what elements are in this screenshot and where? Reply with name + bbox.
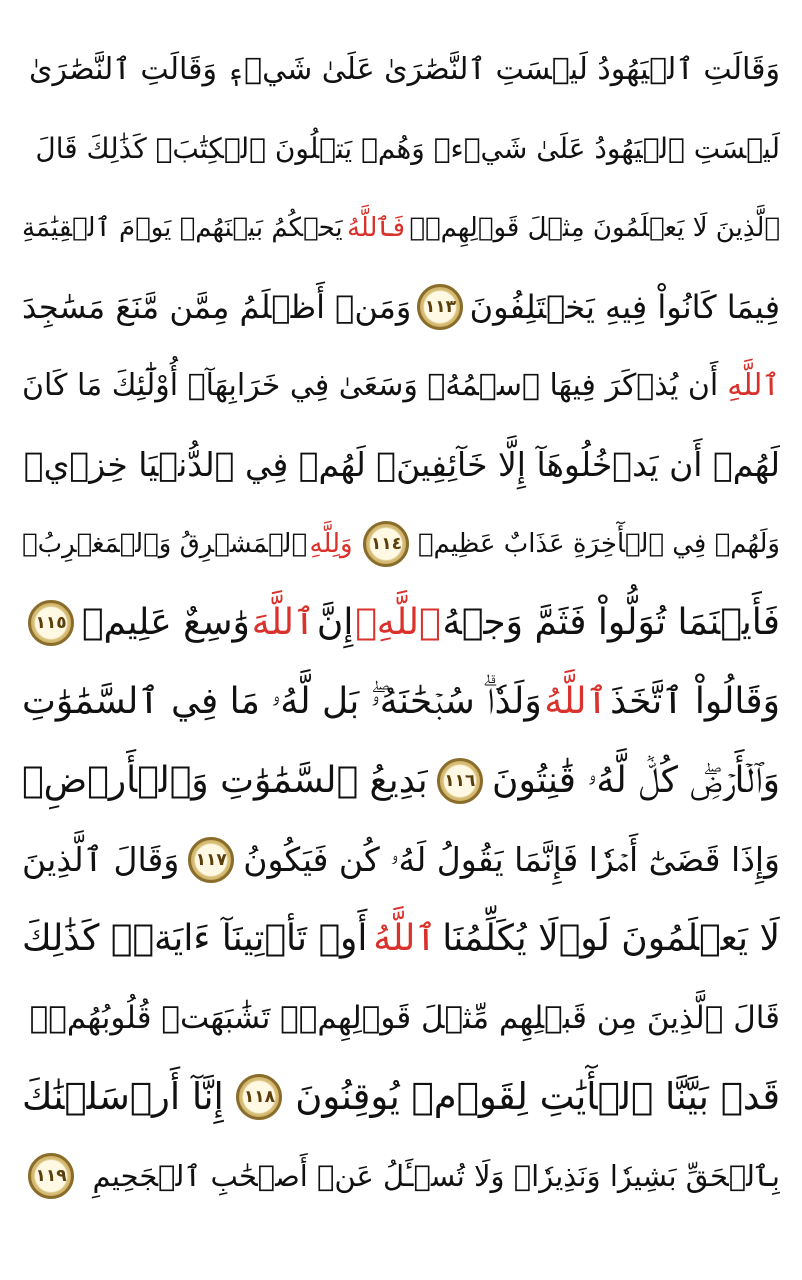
divine-name-text: ٱللَّهُ (544, 681, 608, 722)
text-line (22, 899, 780, 978)
ayah-number-marker (363, 521, 409, 567)
verse-text: يَحۡكُمُ بَيۡنَهُمۡ يَوۡمَ ٱلۡقِيَٰمَةِ (22, 212, 343, 243)
verse-text: ٱلَّذِينَ لَا يَعۡلَمُونَ مِثۡلَ قَوۡلِهِمۡۚ (409, 212, 780, 243)
ayah-number: ١١٥ (35, 612, 67, 633)
verse-text: لَا يَعۡلَمُونَ لَوۡلَا يُكَلِّمُنَا (442, 918, 780, 959)
verse-text: وَمَنۡ أَظۡلَمُ مِمَّن مَّنَعَ مَسَٰجِدَ (22, 287, 412, 326)
verse-text: فَأَيۡنَمَا تُوَلُّواْ فَثَمَّ وَجۡهُ (442, 602, 780, 643)
text-line (22, 662, 780, 741)
verse-text: لَيۡسَتِ ٱلۡيَهُودُ عَلَىٰ شَيۡءٖ وَهُمۡ يَتۡلُونَ ٱلۡكِتَٰبَۗ كَذَٰلِكَ قَالَ (35, 132, 780, 165)
divine-name-text: ٱللَّهِ (727, 368, 780, 403)
text-line (22, 504, 780, 583)
divine-name-text: وَلِلَّهِ (309, 528, 353, 559)
ayah-number: ١١٨ (243, 1086, 276, 1107)
ayah-number: ١١٩ (35, 1165, 67, 1186)
text-line (22, 741, 780, 820)
text-line (22, 188, 780, 267)
ayah-number-marker (28, 1153, 74, 1199)
text-line (22, 583, 780, 662)
text-line (22, 425, 780, 504)
divine-name-text: ٱللَّهَ (251, 602, 316, 643)
ayah-number: ١١٧ (195, 849, 227, 870)
verse-text: بَدِيعُ ٱلسَّمَٰوَٰتِ وَٱلۡأَرۡضِۖ (22, 760, 428, 801)
ayah-number-marker (437, 758, 483, 804)
ayah-number-marker (188, 837, 234, 883)
verse-text: ٱلۡمَشۡرِقُ وَٱلۡمَغۡرِبُۚ (22, 528, 308, 559)
verse-text: وَإِذَا قَضَىٰٓ أَمۡرٗا فَإِنَّمَا يَقُولُ لَهُۥ كُن فَيَكُونُ (243, 839, 780, 879)
text-line (22, 267, 780, 346)
verse-text: قَالَ ٱلَّذِينَ مِن قَبۡلِهِم مِّثۡلَ قَوۡلِهِمۡۘ تَشَٰبَهَتۡ قُلُوبُهُمۡۗ (29, 999, 780, 1036)
verse-text: وَٱلۡأَرۡضِۖ كُلّٞ لَّهُۥ قَٰنِتُونَ (492, 759, 780, 801)
verse-text: وَلَدٗاۗ سُبۡحَٰنَهُۥۖ بَل لَّهُۥ مَا فِي ٱلسَّمَٰوَٰتِ (22, 680, 542, 722)
verse-text: قَدۡ بَيَّنَّا ٱلۡأٓيَٰتِ لِقَوۡمٖ يُوقِنُونَ (295, 1075, 780, 1118)
divine-name-text: ٱللَّهُ (373, 918, 437, 959)
text-line (22, 1136, 780, 1215)
ayah-number-marker (28, 600, 74, 646)
text-line (22, 978, 780, 1057)
ayah-number-marker (236, 1074, 282, 1120)
verse-text: وَلَهُمۡ فِي ٱلۡأٓخِرَةِ عَذَابٌ عَظِيمٞ (417, 528, 780, 559)
divine-name-text: ٱللَّهِۚ (355, 602, 441, 643)
divine-name-text: فَٱللَّهُ (346, 212, 406, 243)
verse-text: لَهُمۡ أَن يَدۡخُلُوهَآ إِلَّا خَآئِفِينَۚ لَهُمۡ فِي ٱلدُّنۡيَا خِزۡيٞ (23, 445, 780, 484)
text-line (22, 346, 780, 425)
verse-text: فِيمَا كَانُواْ فِيهِ يَخۡتَلِفُونَ (469, 287, 780, 326)
verse-text: أَوۡ تَأۡتِينَآ ءَايَةٞۗ كَذَٰلِكَ (22, 918, 368, 959)
ayah-number: ١١٦ (444, 770, 476, 791)
ayah-number: ١١٤ (370, 533, 403, 554)
verse-text: وَٰسِعٌ عَلِيمٞ (81, 602, 250, 643)
verse-text: إِنَّ (316, 602, 354, 643)
text-line (22, 820, 780, 899)
verse-text: وَقَالَ ٱلَّذِينَ (22, 840, 180, 879)
verse-text: وَقَالَتِ ٱلۡيَهُودُ لَيۡسَتِ ٱلنَّصَٰرَىٰ عَلَىٰ شَيۡءٖ وَقَالَتِ ٱلنَّصَٰرَىٰ (29, 52, 780, 87)
verse-text: وَقَالُواْ ٱتَّخَذَ (610, 681, 780, 722)
verse-text: إِنَّآ أَرۡسَلۡنَٰكَ (22, 1075, 224, 1118)
verse-text: أَن يُذۡكَرَ فِيهَا ٱسۡمُهُۥ وَسَعَىٰ فِي خَرَابِهَآۚ أُوْلَٰٓئِكَ مَا كَانَ (22, 368, 719, 403)
text-line (22, 1057, 780, 1136)
text-line (22, 30, 780, 109)
ayah-number-marker (417, 284, 463, 330)
text-line (22, 109, 780, 188)
verse-text: بِٱلۡحَقِّ بَشِيرٗا وَنَذِيرٗاۖ وَلَا تُسۡـَٔلُ عَنۡ أَصۡحَٰبِ ٱلۡجَحِيمِ (92, 1158, 780, 1193)
ayah-number: ١١٣ (424, 296, 457, 317)
